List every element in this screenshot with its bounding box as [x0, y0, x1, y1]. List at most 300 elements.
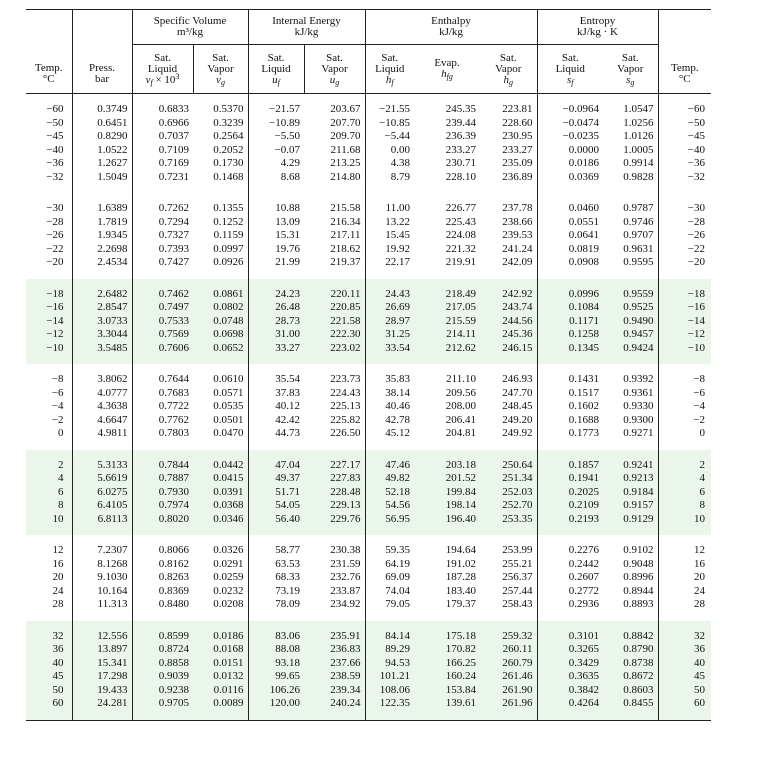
cell-ug: 223.02: [304, 342, 365, 356]
cell-hf: 49.82: [365, 472, 414, 486]
uf-header: [248, 45, 304, 94]
table-row: [26, 171, 711, 185]
cell-hfg: 233.27: [445, 143, 476, 156]
cell-hf: 28.97: [365, 315, 414, 329]
cell-hf: 69.09: [365, 571, 414, 585]
cell-sg: 0.9361: [623, 386, 654, 399]
cell-vg: 0.0291: [213, 557, 244, 570]
press-label: Press.: [89, 62, 115, 74]
cell-temp: 10: [26, 513, 72, 527]
cell-uf: 51.71: [248, 486, 304, 500]
cell-hf: 42.78: [365, 414, 414, 428]
cell-sg: 0.9271: [623, 427, 654, 439]
cell-temp: −40: [46, 143, 64, 156]
cell-sg: 0.9157: [603, 499, 658, 513]
cell-vg: 0.3239: [213, 116, 244, 129]
cell-press: 5.3133: [72, 459, 132, 473]
cell-ug: 211.68: [330, 143, 361, 156]
cell-ug: 216.34: [330, 215, 361, 228]
cell-sf: 0.2193: [537, 513, 603, 527]
cell-hfg: 226.77: [445, 202, 476, 214]
cell-vg: 0.0391: [193, 486, 248, 500]
cell-ug: 238.59: [304, 670, 365, 684]
cell-press: 1.9345: [72, 229, 132, 243]
cell-ug: 215.58: [330, 202, 361, 214]
cell-vf: 0.8162: [132, 558, 193, 572]
cell-hg: 253.99: [502, 544, 533, 556]
cell-hf: 40.46: [365, 400, 414, 414]
cell-hf: 8.79: [365, 171, 414, 185]
cell-temp: 2: [26, 459, 72, 473]
cell-temp-right: −60: [658, 103, 711, 117]
table-row: [26, 202, 711, 216]
cell-hg: 257.44: [502, 584, 533, 597]
temp-right-unit: °C: [678, 73, 691, 85]
cell-ug: 219.37: [330, 256, 361, 268]
cell-hg: 242.92: [480, 288, 537, 302]
cell-vg: 0.0232: [213, 584, 244, 597]
cell-hfg: 225.43: [445, 215, 476, 228]
cell-hg: 236.89: [502, 170, 533, 183]
cell-uf: 93.18: [248, 657, 304, 671]
specific-volume-title: Specific Volume: [153, 15, 227, 27]
cell-hg: 246.93: [502, 373, 533, 385]
table-row: [26, 328, 711, 342]
cell-sf: 0.3429: [537, 657, 603, 671]
cell-sf: 0.0000: [537, 144, 603, 158]
cell-hf: 22.17: [365, 256, 414, 270]
cell-press: 1.7819: [72, 216, 132, 230]
cell-press: 0.3749: [72, 103, 132, 117]
cell-vf: 0.7497: [132, 301, 193, 315]
cell-sg: 0.8842: [603, 630, 658, 644]
cell-sg: 0.9914: [623, 157, 654, 169]
cell-hf: 52.18: [365, 486, 414, 500]
cell-vf: 0.7037: [132, 130, 193, 144]
cell-vf: 0.8263: [132, 571, 193, 585]
cell-press: 12.556: [72, 630, 132, 644]
cell-uf: 37.83: [248, 387, 304, 401]
cell-hg: 248.45: [502, 400, 533, 412]
cell-hfg: 217.05: [414, 301, 480, 315]
vapor-label: Vapor: [207, 62, 234, 75]
cell-temp: −14: [26, 315, 72, 329]
cell-ug: 229.76: [304, 513, 365, 527]
cell-hf: 56.95: [365, 513, 414, 527]
cell-hfg: 160.24: [414, 670, 480, 684]
cell-vg: 0.0802: [193, 301, 248, 315]
liquid-label: Liquid: [555, 62, 585, 75]
cell-vf: 0.7844: [132, 459, 193, 473]
group-spacer: [26, 526, 711, 535]
cell-uf: 47.04: [248, 459, 304, 473]
cell-temp-right: 12: [658, 544, 711, 558]
cell-temp: −20: [46, 256, 64, 268]
cell-vg: 0.1468: [213, 170, 244, 183]
cell-ug: 217.11: [330, 229, 361, 241]
table-row: [26, 459, 711, 473]
cell-vf: 0.8858: [132, 657, 193, 671]
cell-hf: 84.14: [365, 630, 414, 644]
cell-hf: 35.83: [365, 373, 414, 387]
cell-vg: 0.0151: [193, 657, 248, 671]
table-row: [26, 229, 711, 243]
row-group: [26, 279, 711, 365]
cell-temp: −16: [26, 301, 72, 315]
cell-uf: 54.05: [248, 499, 304, 513]
cell-temp-right: −20: [658, 256, 711, 270]
cell-hf: 13.22: [365, 216, 414, 230]
cell-temp-right: 36: [658, 643, 711, 657]
table-header: [26, 10, 711, 94]
cell-vf: 0.7683: [132, 387, 193, 401]
hg-symbol: $h_g$: [503, 73, 513, 87]
cell-temp-right: −8: [658, 373, 711, 387]
cell-ug: 237.66: [304, 657, 365, 671]
cell-vg: 0.0132: [193, 670, 248, 684]
cell-sg: 0.9787: [623, 202, 654, 214]
cell-sg: 1.0126: [623, 130, 654, 142]
cell-sg: 0.8944: [623, 584, 654, 597]
cell-sg: 0.9102: [623, 544, 654, 556]
cell-hg: 235.09: [502, 157, 533, 169]
cell-hg: 233.27: [502, 143, 533, 156]
cell-ug: 226.50: [330, 427, 361, 439]
cell-sf: 0.0369: [537, 171, 603, 185]
cell-hg: 237.78: [502, 202, 533, 214]
cell-temp-right: 4: [658, 472, 711, 486]
cell-press: 4.0777: [72, 387, 132, 401]
cell-hg: 251.34: [480, 472, 537, 486]
cell-temp: −12: [26, 328, 72, 342]
cell-vg: 0.0698: [193, 328, 248, 342]
cell-hg: 249.20: [502, 413, 533, 426]
cell-hfg: 245.35: [445, 103, 476, 115]
cell-vf: 0.9238: [132, 684, 193, 698]
group-spacer: [26, 612, 711, 621]
cell-hg: 253.35: [480, 513, 537, 527]
table-row: [26, 486, 711, 500]
cell-sf: 0.0908: [537, 256, 603, 270]
cell-sg: 0.8738: [603, 657, 658, 671]
cell-uf: 4.29: [248, 157, 304, 171]
ug-symbol: $u_g$: [329, 73, 340, 87]
cell-vf: 0.7462: [132, 288, 193, 302]
cell-vf: 0.7762: [132, 414, 193, 428]
evap-label: Evap.: [434, 57, 460, 69]
hfg-header: [414, 45, 480, 94]
sat-label: Sat.: [267, 51, 285, 64]
cell-temp: −6: [51, 386, 64, 399]
sf-header: [537, 45, 603, 94]
cell-hg: 261.96: [480, 697, 537, 711]
cell-press: 4.6647: [72, 414, 132, 428]
specific-volume-header: [132, 10, 248, 45]
cell-vf: 0.7427: [132, 256, 193, 270]
cell-sf: 0.1602: [537, 400, 603, 414]
cell-hg: 260.79: [480, 657, 537, 671]
cell-press: 17.298: [72, 670, 132, 684]
cell-sf: 0.1084: [537, 301, 603, 315]
cell-uf: 10.88: [248, 202, 304, 216]
vf-header: [132, 45, 193, 94]
cell-press: 6.4105: [72, 499, 132, 513]
table-row: [26, 400, 711, 414]
cell-sf: 0.0460: [537, 202, 603, 216]
cell-hf: 79.05: [365, 598, 414, 612]
cell-temp: 16: [52, 557, 64, 570]
cell-temp: 6: [26, 486, 72, 500]
cell-hfg: 191.02: [445, 557, 476, 570]
table-row: [26, 301, 711, 315]
cell-temp-right: −18: [658, 288, 711, 302]
cell-sf: −0.0235: [537, 130, 603, 144]
cell-ug: 220.85: [304, 301, 365, 315]
cell-sf: 0.1941: [537, 472, 603, 486]
cell-temp: 12: [52, 544, 64, 556]
cell-temp: 32: [26, 630, 72, 644]
cell-hg: 243.74: [480, 301, 537, 315]
cell-temp-right: 45: [658, 670, 711, 684]
cell-hfg: 175.18: [414, 630, 480, 644]
sat-label: Sat.: [326, 51, 343, 64]
cell-sg: 1.0256: [623, 116, 654, 129]
cell-temp-right: 24: [658, 585, 711, 599]
cell-sg: 0.8455: [603, 697, 658, 711]
cell-sg: 0.8603: [603, 684, 658, 698]
cell-hg: 223.81: [502, 103, 533, 115]
cell-hfg: 215.59: [414, 315, 480, 329]
table-row: [26, 288, 711, 302]
cell-hfg: 201.52: [414, 472, 480, 486]
cell-vg: 0.0208: [213, 598, 244, 610]
cell-uf: 40.12: [248, 400, 304, 414]
cell-temp: −60: [46, 103, 64, 115]
table-row: [26, 157, 711, 171]
cell-temp-right: 20: [658, 571, 711, 585]
cell-sf: 0.2936: [537, 598, 603, 612]
cell-press: 1.6389: [72, 202, 132, 216]
table-row: [26, 571, 711, 585]
cell-temp-right: 32: [658, 630, 711, 644]
cell-hg: 261.46: [480, 670, 537, 684]
cell-hg: 252.03: [480, 486, 537, 500]
cell-uf: 68.33: [248, 571, 304, 585]
cell-hf: 45.12: [365, 427, 414, 441]
cell-press: 4.3638: [72, 400, 132, 414]
cell-uf: 19.76: [248, 243, 304, 257]
cell-temp: 45: [26, 670, 72, 684]
cell-hg: 261.90: [480, 684, 537, 698]
cell-hf: 94.53: [365, 657, 414, 671]
cell-ug: 224.43: [330, 386, 361, 399]
cell-hf: 0.00: [365, 144, 414, 158]
cell-vg: 0.0652: [193, 342, 248, 356]
table-row: [26, 103, 711, 117]
cell-hfg: 179.37: [445, 598, 476, 610]
cell-hfg: 212.62: [414, 342, 480, 356]
cell-uf: 8.68: [248, 171, 304, 185]
cell-hg: 247.70: [502, 386, 533, 399]
sg-symbol: $s_g$: [626, 73, 635, 87]
cell-temp-right: 10: [658, 513, 711, 527]
cell-hfg: 236.39: [445, 130, 476, 142]
cell-vf: 0.7974: [132, 499, 193, 513]
cell-sg: 0.9525: [603, 301, 658, 315]
cell-sg: 0.9828: [623, 170, 654, 183]
cell-temp-right: 60: [658, 697, 711, 711]
cell-sg: 1.0547: [623, 103, 654, 115]
cell-ug: 227.17: [304, 459, 365, 473]
cell-sg: 0.9490: [603, 315, 658, 329]
vapor-label: Vapor: [321, 62, 348, 75]
cell-hfg: 230.71: [445, 157, 476, 169]
cell-ug: 222.30: [304, 328, 365, 342]
temp-right-header: [658, 10, 711, 94]
cell-ug: 233.87: [330, 584, 361, 597]
cell-vf: 0.7533: [132, 315, 193, 329]
group-spacer: [26, 535, 711, 544]
table-row: [26, 387, 711, 401]
cell-vf: 0.8066: [132, 544, 193, 558]
group-spacer: [26, 355, 711, 364]
cell-press: 2.4534: [72, 256, 132, 270]
cell-vf: 0.8599: [132, 630, 193, 644]
sat-label: Sat.: [621, 51, 639, 64]
cell-ug: 225.82: [330, 413, 361, 426]
cell-temp-right: 40: [658, 657, 711, 671]
cell-hfg: 224.08: [445, 229, 476, 241]
cell-temp: 50: [26, 684, 72, 698]
cell-vf: 0.9705: [132, 697, 193, 711]
cell-ug: 214.80: [330, 170, 361, 183]
cell-sf: 0.3101: [537, 630, 603, 644]
cell-hfg: 153.84: [414, 684, 480, 698]
cell-temp-right: −22: [658, 243, 711, 257]
cell-vg: 0.0571: [213, 386, 244, 399]
sat-label: Sat.: [381, 51, 399, 64]
cell-hfg: 239.44: [445, 116, 476, 129]
row-group: [26, 94, 711, 194]
sf-symbol: $s_f$: [566, 73, 574, 87]
cell-vg: 0.0116: [193, 684, 248, 698]
cell-vf: 0.7327: [132, 229, 193, 243]
cell-vf: 0.7169: [132, 157, 193, 171]
cell-sg: 0.9048: [623, 557, 654, 570]
cell-temp-right: 0: [658, 427, 711, 441]
entropy-header: [537, 10, 658, 45]
table-row: [26, 598, 711, 612]
table-row: [26, 544, 711, 558]
cell-hf: 101.21: [365, 670, 414, 684]
cell-temp-right: −2: [658, 414, 711, 428]
cell-ug: 230.38: [330, 544, 361, 556]
cell-uf: 24.23: [248, 288, 304, 302]
cell-hfg: 170.82: [414, 643, 480, 657]
cell-temp: 40: [26, 657, 72, 671]
table-row: [26, 342, 711, 356]
cell-ug: 236.83: [304, 643, 365, 657]
vf-symbol: $v_f \times 10^3$: [145, 71, 180, 87]
table-row: [26, 697, 711, 711]
cell-temp-right: −26: [658, 229, 711, 243]
cell-uf: −10.89: [248, 117, 304, 131]
table-row: [26, 243, 711, 257]
cell-temp-right: −30: [658, 202, 711, 216]
table-row: [26, 585, 711, 599]
cell-sf: 0.0996: [537, 288, 603, 302]
cell-press: 0.6451: [72, 117, 132, 131]
cell-hfg: 218.49: [414, 288, 480, 302]
cell-vf: 0.7569: [132, 328, 193, 342]
cell-hg: 260.11: [480, 643, 537, 657]
cell-temp-right: 28: [658, 598, 711, 612]
cell-uf: 120.00: [248, 697, 304, 711]
cell-press: 2.6482: [72, 288, 132, 302]
cell-hg: 252.70: [480, 499, 537, 513]
cell-hf: 47.46: [365, 459, 414, 473]
cell-vg: 0.2564: [213, 130, 244, 142]
cell-sf: 0.1258: [537, 328, 603, 342]
sat-label: Sat.: [154, 51, 171, 64]
cell-sf: 0.2607: [537, 571, 603, 585]
cell-hg: 244.56: [480, 315, 537, 329]
cell-press: 1.2627: [72, 157, 132, 171]
temp-right-label: Temp.: [670, 62, 699, 74]
cell-sf: 0.2109: [537, 499, 603, 513]
cell-sg: 0.9184: [603, 486, 658, 500]
cell-sf: 0.1345: [537, 342, 603, 356]
hfg-symbol: $h_{fg}$: [441, 68, 453, 81]
cell-uf: 13.09: [248, 216, 304, 230]
cell-vg: 0.0326: [213, 544, 244, 556]
cell-ug: 213.25: [330, 157, 361, 169]
cell-sf: 0.2772: [537, 585, 603, 599]
cell-uf: 56.40: [248, 513, 304, 527]
cell-vf: 0.7109: [132, 144, 193, 158]
cell-vf: 0.8480: [132, 598, 193, 612]
cell-sg: 0.9746: [623, 215, 654, 228]
temp-left-unit: °C: [42, 73, 55, 85]
cell-ug: 240.24: [304, 697, 365, 711]
cell-vf: 0.7887: [132, 472, 193, 486]
cell-vf: 0.7393: [132, 243, 193, 257]
cell-hg: 238.66: [502, 215, 533, 228]
cell-hfg: 208.00: [445, 400, 476, 412]
cell-press: 11.313: [72, 598, 132, 612]
table-row: [26, 670, 711, 684]
cell-temp: −28: [46, 215, 64, 228]
cell-hf: 59.35: [365, 544, 414, 558]
cell-sf: −0.0474: [537, 117, 603, 131]
cell-hfg: 228.10: [445, 170, 476, 183]
press-unit: bar: [94, 73, 110, 85]
cell-temp: 60: [26, 697, 72, 711]
cell-press: 1.5049: [72, 171, 132, 185]
cell-vg: 0.0748: [193, 315, 248, 329]
cell-ug: 220.11: [304, 288, 365, 302]
entropy-unit: kJ/kg · K: [577, 26, 618, 38]
cell-uf: −21.57: [248, 103, 304, 117]
cell-hfg: 199.84: [414, 486, 480, 500]
cell-temp-right: −36: [658, 157, 711, 171]
cell-sf: 0.0186: [537, 157, 603, 171]
saturated-refrigerant-table: [26, 9, 711, 721]
cell-hfg: 187.28: [445, 571, 476, 583]
cell-uf: 78.09: [248, 598, 304, 612]
hf-header: [365, 45, 414, 94]
cell-hf: −21.55: [365, 103, 414, 117]
